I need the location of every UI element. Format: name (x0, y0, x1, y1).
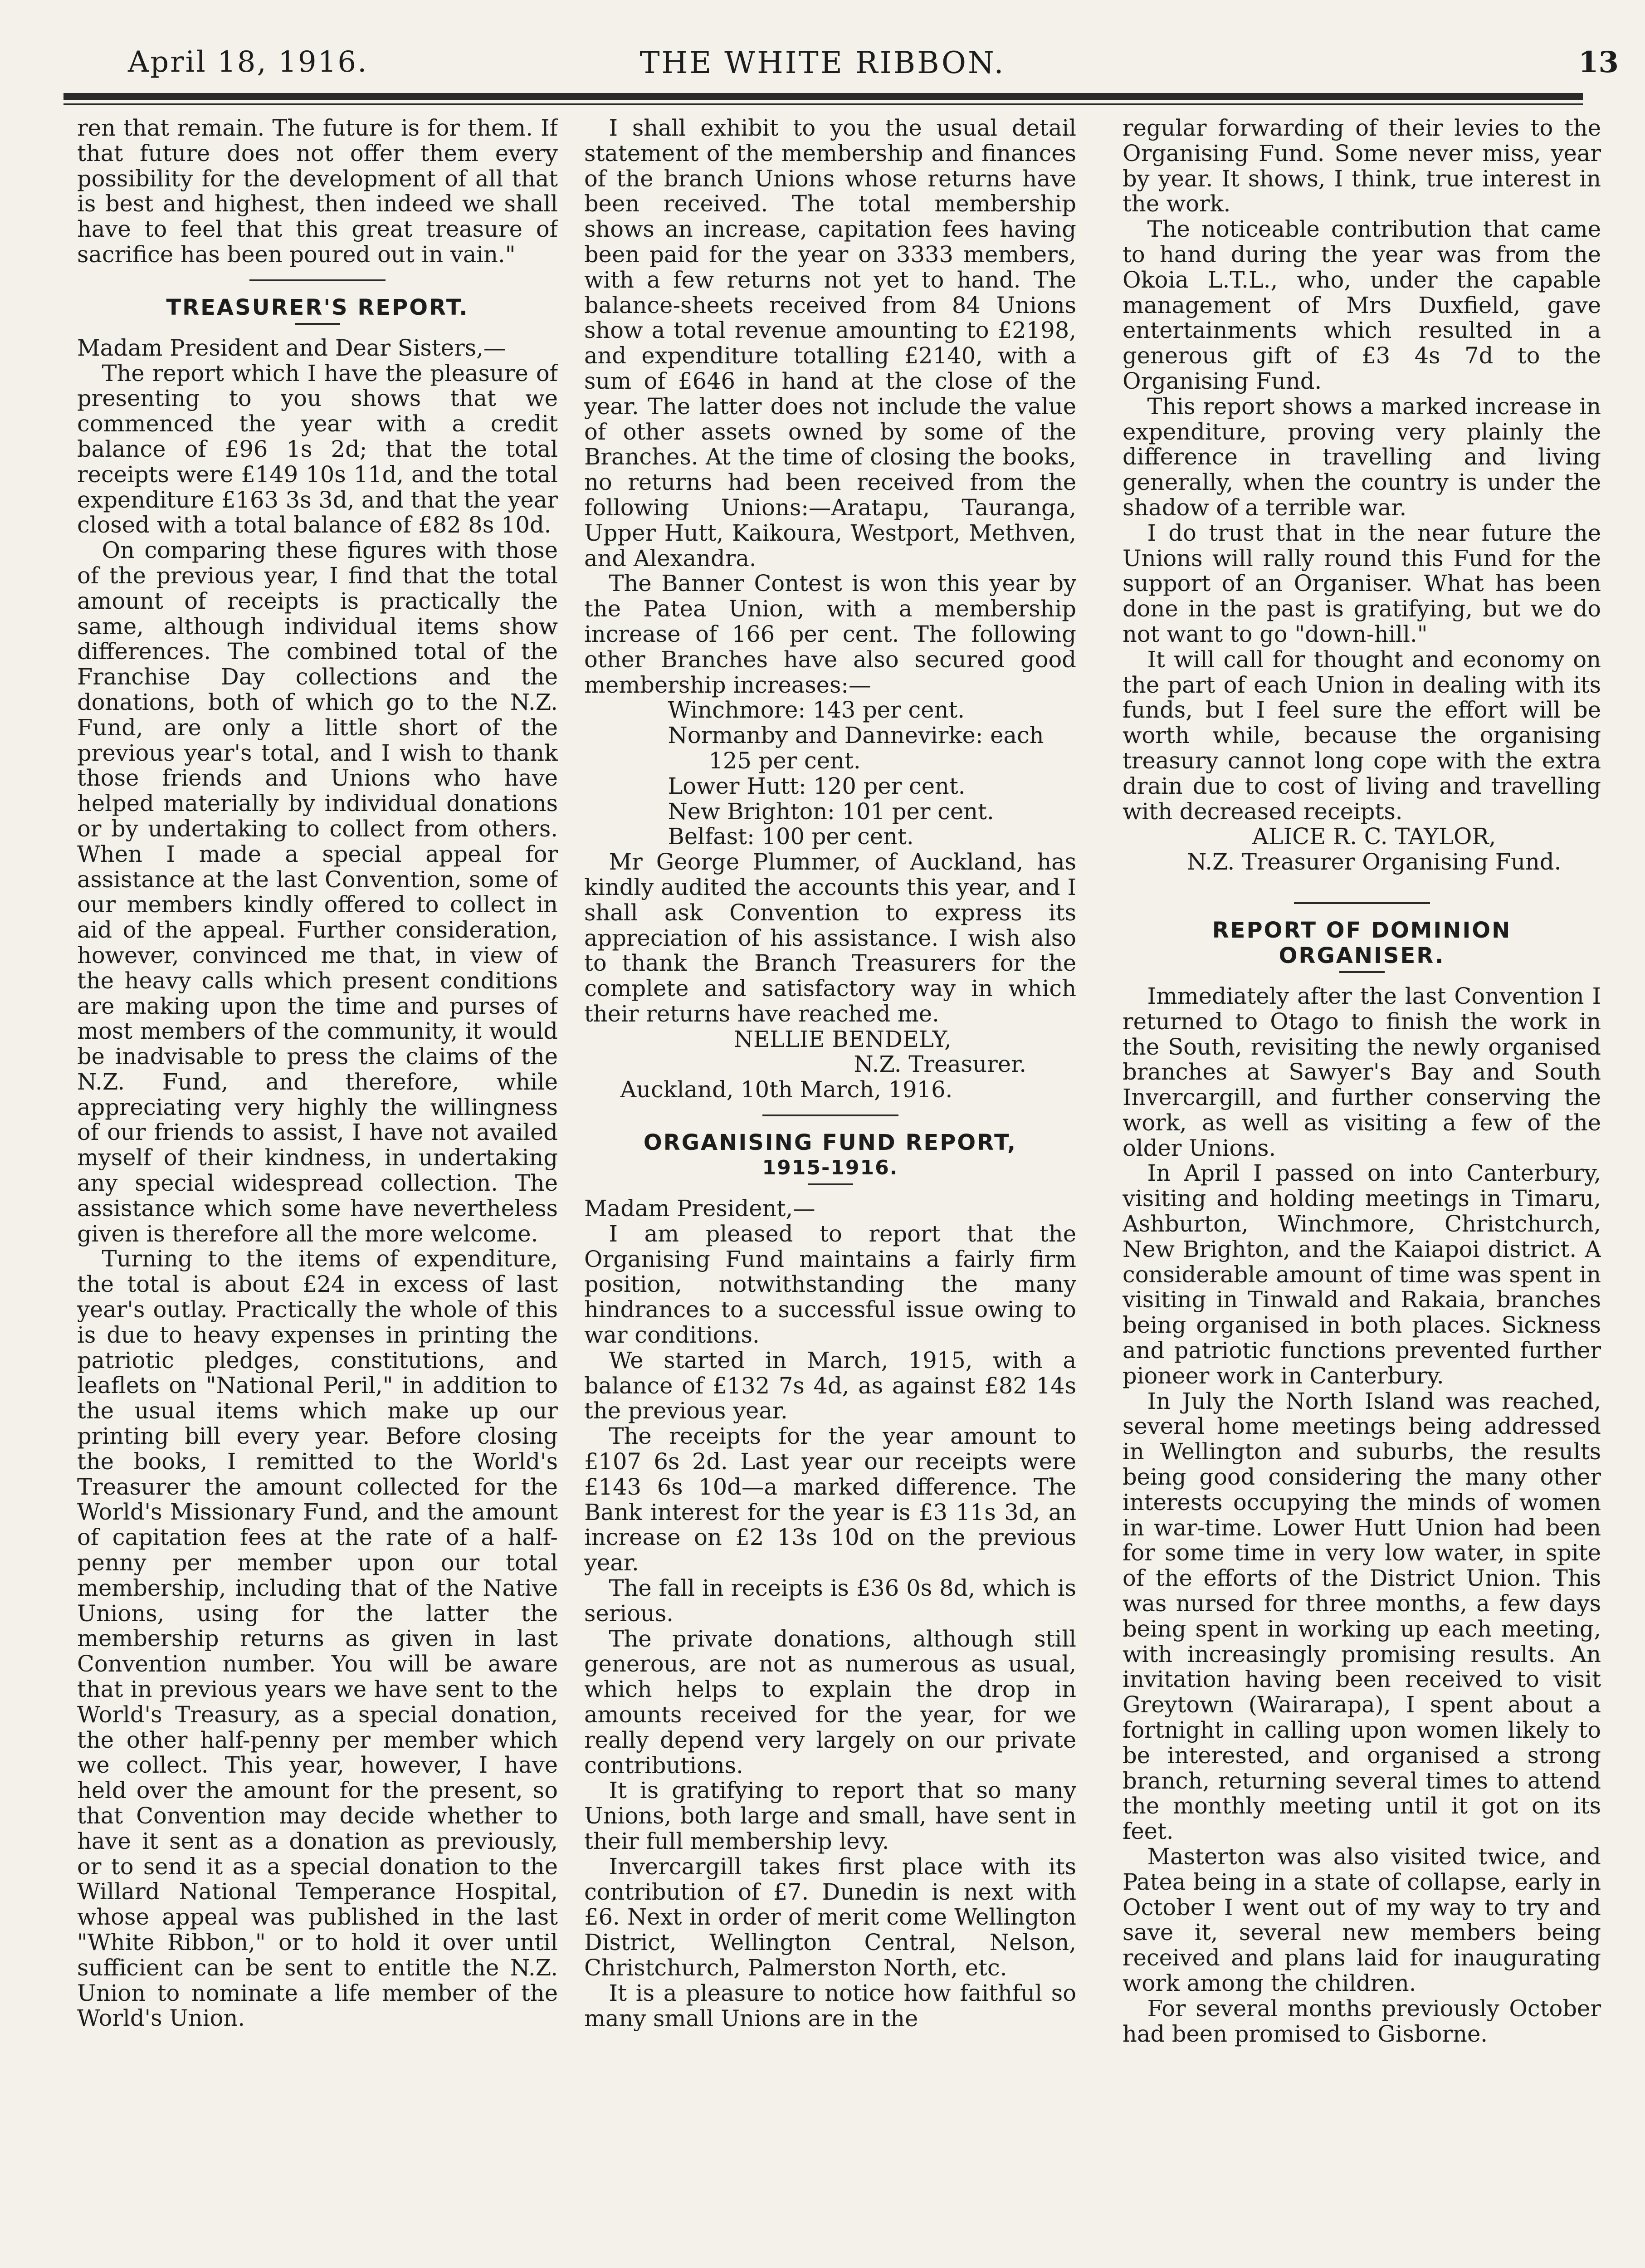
publication-title: THE WHITE RIBBON. (639, 45, 1006, 80)
paragraph: Mr George Plummer, of Auckland, has kindly audited the accounts this year, and I shall ask Convention to express its appreciation of his assistance. I wish also to thank the Branch Treasurers for the complete and satisfactory way in which their returns have reached me. (584, 849, 1076, 1027)
page-number: 13 (1578, 45, 1619, 79)
header-rule-thick (63, 93, 1583, 100)
paragraph: The noticeable contribution that came to hand during the year was from the Okoia L.T.L., who, under the capable management of Mrs Duxfield, gave entertainments which resulted in a generous gift of £3 4s 7d to the Organising Fund. (1123, 216, 1601, 394)
page-header (0, 0, 1645, 95)
paragraph: It is a pleasure to notice how faithful so many small Unions are in the (584, 1980, 1076, 2032)
paragraph: Turning to the items of expenditure, the total is about £24 in excess of last year's outlay. Practically the whole of this is due to heavy expenses in printing the patriotic pledges, constitutions, and leaflets on "National Peril," in addition to the usual items which make up our printing bill every year. Before closing the books, I remitted to the World's Treasurer the amount collected for the World's Missionary Fund, and the amount of capitation fees at the rate of a half-penny per member upon our total membership, including that of the Native Unions, using for the latter the membership returns as given in last Convention number. You will be aware that in previous years we have sent to the World's Treasury, as a special donation, the other half-penny per member which we collect. This year, however, I have held over the amount for the present, so that Convention may decide whether to have it sent as a donation as previously, or to send it as a special donation to the Willard National Temperance Hospital, whose appeal was published in the last "White Ribbon," or to hold it over until sufficient can be sent to entitle the N.Z. Union to nominate a life member of the World's Union. (77, 1246, 558, 2032)
paragraph: regular forwarding of their levies to the Organising Fund. Some never miss, year by year. It shows, I think, true interest in the work. (1123, 116, 1601, 217)
paragraph: For several months previously October had been promised to Gisborne. (1123, 1995, 1601, 2047)
paragraph: Invercargill takes first place with its contribution of £7. Dunedin is next with £6. Next in order of merit come Wellington District, Wellington Central, Nelson, Christchurch, Palmerston North, etc. (584, 1853, 1076, 1981)
column-2 (584, 116, 1076, 2268)
section-heading-treasurers-report: TREASURER'S REPORT. (166, 294, 469, 320)
list-item: New Brighton: 101 per cent. (668, 798, 994, 825)
paragraph: ren that remain. The future is for them. If that future does not offer them every possibility for the development of all that is best and highest, then indeed we shall have to feel that this great treasure of sacrifice has been poured out in vain." (77, 116, 558, 268)
signature-name: NELLIE BENDELY, (733, 1026, 952, 1052)
paragraph: In April I passed on into Canterbury, visiting and holding meetings in Timaru, Ashburton, Winchmore, Christchurch, New Brighton, and the Kaiapoi district. A considerable amount of time was spent in visiting in Tinwald and Rakaia, branches being organised in both places. Sickness and patriotic functions prevented further pioneer work in Canterbury. (1123, 1160, 1601, 1389)
paragraph: Immediately after the last Convention I returned to Otago to finish the work in the South, revisiting the newly organised branches at Sawyer's Bay and South Invercargill, and further conserving the work, as well as visiting a few of the older Unions. (1123, 982, 1601, 1161)
heading-sub: 1915-1916. (762, 1156, 898, 1180)
paragraph: I shall exhibit to you the usual detail statement of the membership and finances of the branch Unions whose returns have been received. The total membership shows an increase, capitation fees having been paid for the year on 3333 members, with a few returns not yet to hand. The balance-sheets received from 84 Unions show a total revenue amounting to £2198, and expenditure totalling £2140, with a sum of £646 in hand at the close of the year. The latter does not include the value of other assets owned by some of the Branches. At the time of closing the books, no returns had been received from the following Unions:—Aratapu, Tauranga, Upper Hutt, Kaikoura, Westport, Methven, and Alexandra. (584, 116, 1076, 572)
paragraph: On comparing these figures with those of the previous year, I find that the total amount of receipts is practically the same, although individual items show differences. The combined total of the Franchise Day collections and the donations, both of which go to the N.Z. Fund, are only a little short of the previous year's total, and I wish to thank those friends and Unions who have helped materially by individual donations or by undertaking to collect from others. When I made a special appeal for assistance at the last Convention, some of our members kindly offered to collect in aid of the appeal. Further consideration, however, convinced me that, in view of the heavy calls which present conditions are making upon the time and purses of most members of the community, it would be inadvisable to press the claims of the N.Z. Fund, and therefore, while appreciating very highly the willingness of our friends to assist, I have not availed myself of their kindness, in undertaking any special widespread collection. The assistance which some have nevertheless given is therefore all the more welcome. (77, 537, 558, 1247)
section-divider (249, 279, 386, 281)
heading-rule (808, 1183, 853, 1185)
salutation: Madam President and Dear Sisters,— (77, 334, 506, 361)
signature-title: N.Z. Treasurer. (854, 1051, 1026, 1078)
paragraph: We started in March, 1915, with a balance of £132 7s 4d, as against £82 14s the previous year. (584, 1347, 1076, 1424)
paragraph: I do trust that in the near future the Unions will rally round this Fund for the support of an Organiser. What has been done in the past is gratifying, but we do not want to go "down-hill." (1123, 519, 1601, 647)
signature-name: ALICE R. C. TAYLOR, (1252, 823, 1496, 850)
dateline: Auckland, 10th March, 1916. (620, 1076, 953, 1103)
section-divider (762, 1114, 898, 1116)
column-1 (77, 116, 558, 2268)
list-item: Winchmore: 143 per cent. (668, 697, 965, 723)
paragraph: The private donations, although still generous, are not as numerous as usual, which helps to explain the drop in amounts received for the year, for we really depend very largely on our private contributions. (584, 1625, 1076, 1779)
list-item: Normanby and Dannevirke: each (668, 722, 1044, 749)
list-item: Belfast: 100 per cent. (668, 823, 914, 850)
heading-rule (1339, 971, 1385, 973)
column-3 (1123, 116, 1601, 2268)
paragraph: The Banner Contest is won this year by the Patea Union, with a membership increase of 166 per cent. The following other Branches have also secured good membership increases:— (584, 570, 1076, 698)
header-rule-thin (63, 103, 1583, 105)
section-divider (1294, 902, 1430, 904)
paragraph: It will call for thought and economy on the part of each Union in dealing with its funds, but I feel sure the effort will be worth while, because the organising treasury cannot long cope with the extra drain due to cost of living and travelling with decreased receipts. (1123, 646, 1601, 825)
issue-date: April 18, 1916. (128, 45, 368, 79)
paragraph: Masterton was also visited twice, and Patea being in a state of collapse, early in October I went out of my way to try and save it, several new members being received and plans laid for inaugurating work among the children. (1123, 1843, 1601, 1996)
heading-rule (295, 323, 340, 325)
heading-main: ORGANISING FUND REPORT, (643, 1130, 1017, 1156)
paragraph: In July the North Island was reached, several home meetings being addressed in Wellington and suburbs, the results being good considering the many other interests occupying the minds of women in war-time. Lower Hutt Union had been for some time in very low water, in spite of the efforts of the District Union. This was nursed for three months, a few days being spent in working up each meeting, with increasingly promising results. An invitation having been received to visit Greytown (Wairarapa), I spent about a fortnight in calling upon women likely to be interested, and organised a strong branch, returning several times to attend the monthly meeting until it got on its feet. (1123, 1388, 1601, 1845)
paragraph: The report which I have the pleasure of presenting to you shows that we commenced the year with a credit balance of £96 1s 2d; that the total receipts were £149 10s 11d, and the total expenditure £163 3s 3d, and that the year closed with a total balance of £82 8s 10d. (77, 360, 558, 538)
paragraph: The fall in receipts is £36 0s 8d, which is serious. (584, 1575, 1076, 1627)
paragraph: I am pleased to report that the Organising Fund maintains a fairly firm position, notwithstanding the many hindrances to a successful issue owing to war conditions. (584, 1220, 1076, 1349)
signature-title: N.Z. Treasurer Organising Fund. (1187, 849, 1562, 875)
section-heading-dominion-organiser: REPORT OF DOMINION ORGANISER. (1212, 917, 1512, 968)
paragraph: It is gratifying to report that so many Unions, both large and small, have sent in their full membership levy. (584, 1777, 1076, 1854)
paragraph: The receipts for the year amount to £107 6s 2d. Last year our receipts were £143 6s 10d—a marked difference. The Bank interest for the year is £3 11s 3d, an increase on £2 13s 10d on the previous year. (584, 1423, 1076, 1576)
salutation: Madam President,— (584, 1195, 815, 1222)
list-item: 125 per cent. (708, 747, 861, 774)
list-item: Lower Hutt: 120 per cent. (668, 772, 966, 799)
section-heading-organising-fund-report (584, 1130, 1076, 1181)
paragraph: This report shows a marked increase in expenditure, proving very plainly the difference in travelling and living generally, when the country is under the shadow of a terrible war. (1123, 393, 1601, 521)
